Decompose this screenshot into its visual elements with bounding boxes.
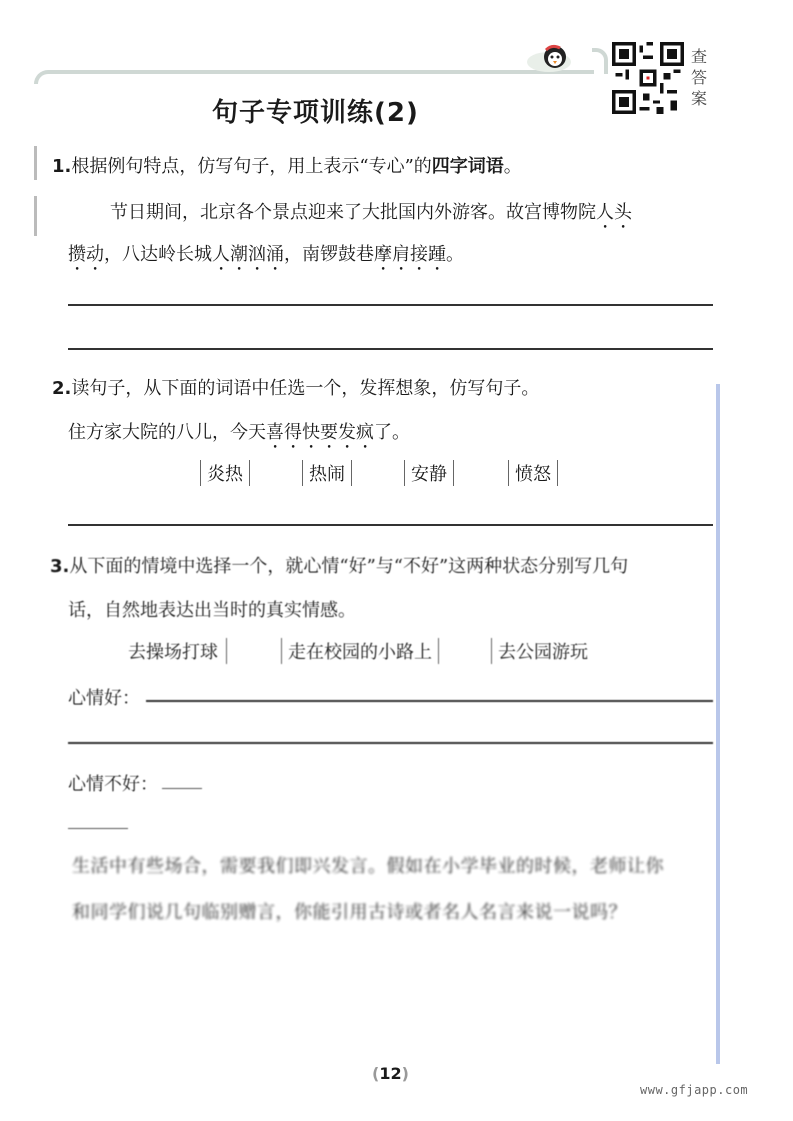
emphasized-phrase: 摩肩接踵 xyxy=(374,244,446,265)
header-frame-corner xyxy=(592,48,608,74)
binding-edge-mark xyxy=(34,146,37,180)
header-frame xyxy=(34,70,594,84)
emphasized-phrase: 攒动 xyxy=(68,244,104,265)
emphasis-text: 四字词语 xyxy=(431,156,504,177)
question-number: 1. xyxy=(52,156,72,177)
example-sentence-line1: 节日期间，北京各个景点迎来了大批国内外游客。故宫博物院人头 xyxy=(110,202,632,223)
margin-rule xyxy=(716,384,720,1064)
answer-line[interactable] xyxy=(146,700,713,702)
question-3-prompt-line2: 话，自然地表达出当时的真实情感。 xyxy=(68,600,356,621)
scenario-choice[interactable]: 走在校园的小路上 xyxy=(281,638,439,664)
emphasized-phrase: 人头 xyxy=(596,202,632,223)
word-choice[interactable]: 炎热 xyxy=(200,460,250,486)
binding-edge-mark xyxy=(34,196,37,236)
penguin-mascot-icon xyxy=(522,42,576,72)
page-number: (12) xyxy=(372,1064,409,1083)
bad-mood-label: 心情不好： xyxy=(68,774,158,795)
word-choice[interactable]: 安静 xyxy=(404,460,454,486)
scenario-choice[interactable]: 去公园游玩 xyxy=(491,638,588,664)
scenario-choice[interactable]: 去操场打球 xyxy=(128,638,227,664)
scenario-choices xyxy=(128,638,588,664)
answer-line[interactable] xyxy=(68,348,713,350)
question-3-prompt-line1: 3.从下面的情境中选择一个，就心情“好”与“不好”这两种状态分别写几句 xyxy=(50,556,629,577)
qr-label: 查答案 xyxy=(690,47,707,108)
watermark: www.gfjapp.com xyxy=(640,1083,749,1097)
word-choices xyxy=(200,460,558,486)
question-2-prompt: 2.读句子，从下面的词语中任选一个，发挥想象，仿写句子。 xyxy=(52,378,540,399)
qr-code-icon[interactable] xyxy=(612,42,684,114)
question-2-sentence: 住方家大院的八儿，今天喜得快要发疯了。 xyxy=(68,422,410,443)
emphasized-phrase: 喜得快要发疯 xyxy=(266,422,374,443)
answer-line[interactable] xyxy=(68,304,713,306)
question-4-line2: 和同学们说几句临别赠言，你能引用古诗或者名人名言来说一说吗？ xyxy=(72,902,627,923)
question-4-line1: 生活中有些场合，需要我们即兴发言。假如在小学毕业的时候，老师让你 xyxy=(72,856,664,877)
question-1-prompt: 1.根据例句特点，仿写句子，用上表示“专心”的四字词语。 xyxy=(52,156,522,177)
emphasized-phrase: 人潮汹涌 xyxy=(212,244,284,265)
answer-line[interactable] xyxy=(162,788,202,789)
answer-line[interactable] xyxy=(68,742,713,744)
good-mood-label: 心情好： xyxy=(68,688,140,709)
page-title: 句子专项训练(2) xyxy=(212,98,419,128)
word-choice[interactable]: 愤怒 xyxy=(508,460,558,486)
example-sentence-line2: 攒动，八达岭长城人潮汹涌，南锣鼓巷摩肩接踵。 xyxy=(68,244,464,265)
answer-line[interactable] xyxy=(68,828,128,829)
word-choice[interactable]: 热闹 xyxy=(302,460,352,486)
question-number: 2. xyxy=(52,378,72,399)
question-number: 3. xyxy=(50,556,70,577)
answer-line[interactable] xyxy=(68,524,713,526)
